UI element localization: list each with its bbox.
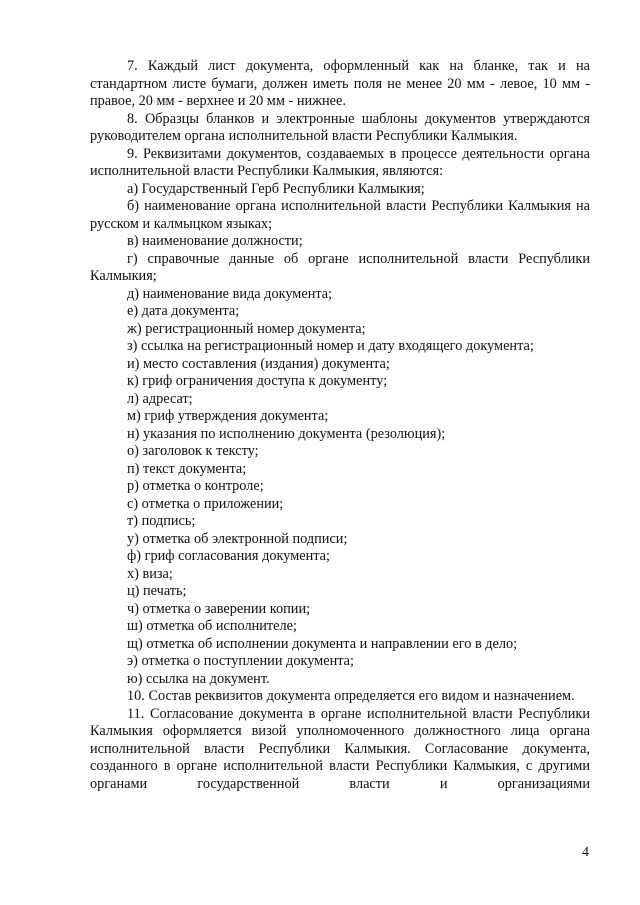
requisite-item: е) дата документа; (127, 303, 240, 319)
page-number: 4 (582, 845, 589, 860)
requisite-item: а) Государственный Герб Республики Калмыкия; (127, 180, 425, 197)
requisite-item: у) отметка об электронной подписи; (127, 530, 348, 547)
requisite-item: щ) отметка об исполнении документа и направлении его в дело; (127, 635, 518, 652)
paragraph-10: 10. Состав реквизитов документа определяется его видом и назначением. (127, 688, 575, 704)
requisite-item: п) текст документа; (127, 460, 247, 477)
document-body (90, 58, 590, 793)
requisite-item: ю) ссылка на документ. (127, 670, 270, 687)
requisite-item: д) наименование вида документа; (127, 285, 333, 302)
requisite-item: з) ссылка на регистрационный номер и дату входящего документа; (127, 338, 534, 354)
requisite-item: б) наименование органа исполнительной власти Республики Калмыкия на русском и калмыцком языках; (90, 198, 590, 232)
requisite-item: к) гриф ограничения доступа к документу; (127, 373, 388, 389)
requisites-list (90, 181, 590, 689)
requisite-item: и) место составления (издания) документа; (127, 355, 390, 372)
requisite-item: ж) регистрационный номер документа; (127, 320, 366, 337)
paragraph-9: 9. Реквизитами документов, создаваемых в процессе деятельности органа исполнительной власти Республики Калмыкия, являются: (90, 145, 590, 179)
requisite-item: л) адресат; (127, 390, 193, 407)
requisite-item: т) подпись; (127, 513, 196, 529)
requisite-item: с) отметка о приложении; (127, 495, 284, 512)
paragraph-7: 7. Каждый лист документа, оформленный как на бланке, так и на стандартном листе бумаги, должен иметь поля не менее 20 мм - левое, 10 мм - правое, 20 мм - верхнее и 20 мм - нижнее. (90, 58, 590, 109)
requisite-item: н) указания по исполнению документа (резолюция); (127, 425, 446, 442)
requisite-item: ч) отметка о заверении копии; (127, 600, 311, 617)
requisite-item: м) гриф утверждения документа; (127, 408, 329, 424)
paragraph-8: 8. Образцы бланков и электронные шаблоны документов утверждаются руководителем органа исполнительной власти Республики Калмыкия. (90, 110, 590, 144)
requisite-item: в) наименование должности; (127, 233, 303, 249)
requisite-item: х) виза; (127, 565, 173, 582)
requisite-item: ф) гриф согласования документа; (127, 548, 330, 564)
requisite-item: э) отметка о поступлении документа; (127, 653, 354, 669)
requisite-item: р) отметка о контроле; (127, 478, 264, 494)
requisite-item: ш) отметка об исполнителе; (127, 618, 297, 634)
requisite-item: о) заголовок к тексту; (127, 443, 259, 459)
paragraph-11: 11. Согласование документа в органе исполнительной власти Республики Калмыкия оформляется визой уполномоченного должностного лица органа исполнительной власти Республики Калмыкия. Согласование документа, созданного в органе исполнительной власти Республики Калмыкия, с другими органами государственной власти и организациями (90, 705, 590, 792)
requisite-item: г) справочные данные об органе исполнительной власти Республики Калмыкия; (90, 250, 590, 284)
requisite-item: ц) печать; (127, 583, 187, 599)
